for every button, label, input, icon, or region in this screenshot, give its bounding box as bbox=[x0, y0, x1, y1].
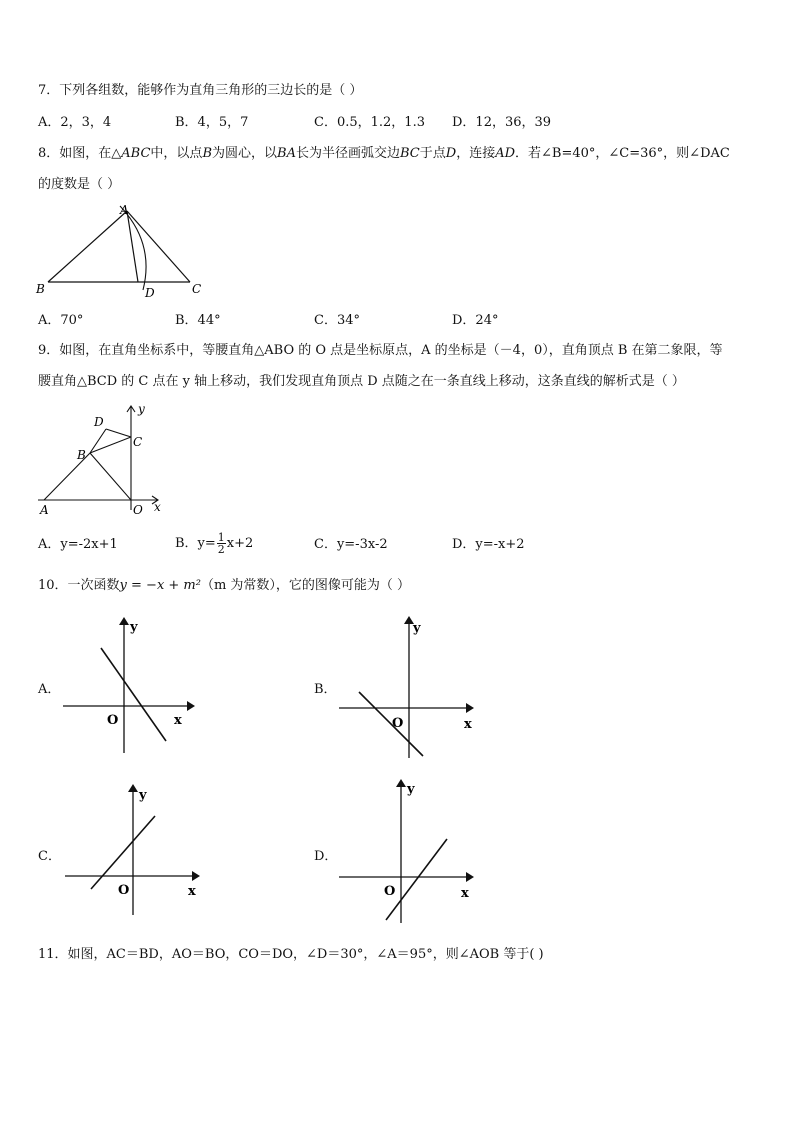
q8-text: 8．如图，在 bbox=[38, 146, 112, 161]
q8-text-italic: D bbox=[445, 146, 457, 161]
q10-c-origin-label: O bbox=[118, 883, 130, 898]
q7-option-b: B．4，5，7 bbox=[175, 115, 249, 130]
q10-d-x-label: x bbox=[461, 886, 469, 901]
q10-graph-a bbox=[60, 615, 200, 760]
q7-option-c: C．0.5，1.2，1.3 bbox=[314, 115, 425, 130]
q10-c-x-label: x bbox=[188, 884, 196, 899]
q8-text-italic: AD bbox=[495, 146, 516, 161]
q10-b-y-label: y bbox=[413, 621, 421, 636]
q9-label-y: y bbox=[138, 402, 145, 416]
q10-b-x-label: x bbox=[464, 717, 472, 732]
q9-label-o: O bbox=[133, 503, 143, 517]
q8-text: 为圆心，以 bbox=[212, 146, 278, 161]
q9-option-b-prefix: B．y= bbox=[175, 536, 216, 551]
q8-stem-line2: 的度数是（ ） bbox=[38, 177, 121, 192]
q8-text: ，连接 bbox=[456, 146, 496, 161]
q9-label-d: D bbox=[94, 415, 104, 429]
q9-option-d: D．y=-x+2 bbox=[452, 537, 525, 552]
q9-label-c: C bbox=[133, 435, 143, 449]
q10-formula: y = −x + m² bbox=[119, 578, 201, 593]
q10-a-x-label: x bbox=[174, 713, 182, 728]
q8-text-italic: △ABC bbox=[111, 146, 151, 161]
q9-label-x: x bbox=[154, 500, 161, 514]
q8-text-italic: BA bbox=[277, 146, 296, 161]
q8-text-italic: B bbox=[202, 146, 212, 161]
q9-label-a: A bbox=[40, 503, 49, 517]
q8-text: 长为半径画弧交边 bbox=[295, 146, 400, 161]
q9-option-b bbox=[175, 530, 253, 558]
q10-graph-d bbox=[336, 775, 481, 925]
q9-stem-line2: 腰直角△BCD 的 C 点在 y 轴上移动，我们发现直角顶点 D 点随之在一条直线上移动，这条直线的解析式是（ ） bbox=[38, 374, 685, 389]
q10-a-origin-label: O bbox=[107, 713, 119, 728]
q10-graph-b bbox=[336, 612, 481, 762]
q10-option-b-label: B． bbox=[314, 682, 337, 697]
q10-text: （m 为常数），它的图像可能为（ ） bbox=[200, 578, 411, 593]
q10-c-y-label: y bbox=[139, 788, 147, 803]
q7-stem: 7．下列各组数，能够作为直角三角形的三边长的是（ ） bbox=[38, 83, 363, 98]
q8-label-c: C bbox=[192, 282, 202, 296]
q8-text-italic: BC bbox=[399, 146, 420, 161]
q9-option-b-fraction bbox=[217, 532, 226, 555]
q9-stem-line1: 9．如图，在直角坐标系中，等腰直角△ABO 的 O 点是坐标原点，A 的坐标是（－4，0），直角顶点 B 在第二象限，等 bbox=[38, 343, 723, 358]
q9-option-b-suffix: x+2 bbox=[226, 536, 254, 551]
q8-option-c: C．34° bbox=[314, 313, 360, 328]
fraction-denominator: 2 bbox=[217, 543, 225, 556]
q7-option-d: D．12，36，39 bbox=[452, 115, 552, 130]
q9-coordinate-figure bbox=[30, 398, 170, 518]
q8-text: ．若∠B=40°，∠C=36°，则∠DAC bbox=[515, 146, 730, 161]
q10-d-origin-label: O bbox=[384, 884, 396, 899]
q8-option-a: A．70° bbox=[38, 313, 84, 328]
q10-text: 10．一次函数 bbox=[38, 578, 120, 593]
q8-option-b: B．44° bbox=[175, 313, 221, 328]
q7-option-a: A．2，3，4 bbox=[38, 115, 112, 130]
q10-option-c-label: C． bbox=[38, 849, 61, 864]
q8-stem-line1 bbox=[38, 145, 730, 163]
q9-option-c: C．y=-3x-2 bbox=[314, 537, 388, 552]
q10-graph-c bbox=[62, 781, 207, 921]
q9-option-a: A．y=-2x+1 bbox=[38, 537, 118, 552]
q8-text: 中，以点 bbox=[150, 146, 203, 161]
q10-option-d-label: D． bbox=[314, 849, 338, 864]
q10-b-origin-label: O bbox=[392, 716, 404, 731]
q9-label-b: B bbox=[77, 448, 86, 462]
fraction-numerator: 1 bbox=[217, 531, 225, 544]
q8-text: 于点 bbox=[419, 146, 446, 161]
q8-label-a: A bbox=[120, 203, 129, 217]
q8-label-b: B bbox=[36, 282, 45, 296]
q8-label-d: D bbox=[145, 286, 155, 300]
q10-stem bbox=[38, 577, 410, 595]
q10-a-y-label: y bbox=[130, 620, 138, 635]
q8-option-d: D．24° bbox=[452, 313, 499, 328]
q11-stem: 11．如图，AC＝BD，AO＝BO，CO＝DO，∠D＝30°，∠A＝95°，则∠AOB 等于( ) bbox=[38, 947, 544, 962]
q10-option-a-label: A． bbox=[38, 682, 61, 697]
q8-triangle-figure bbox=[30, 198, 210, 303]
q10-d-y-label: y bbox=[407, 782, 415, 797]
